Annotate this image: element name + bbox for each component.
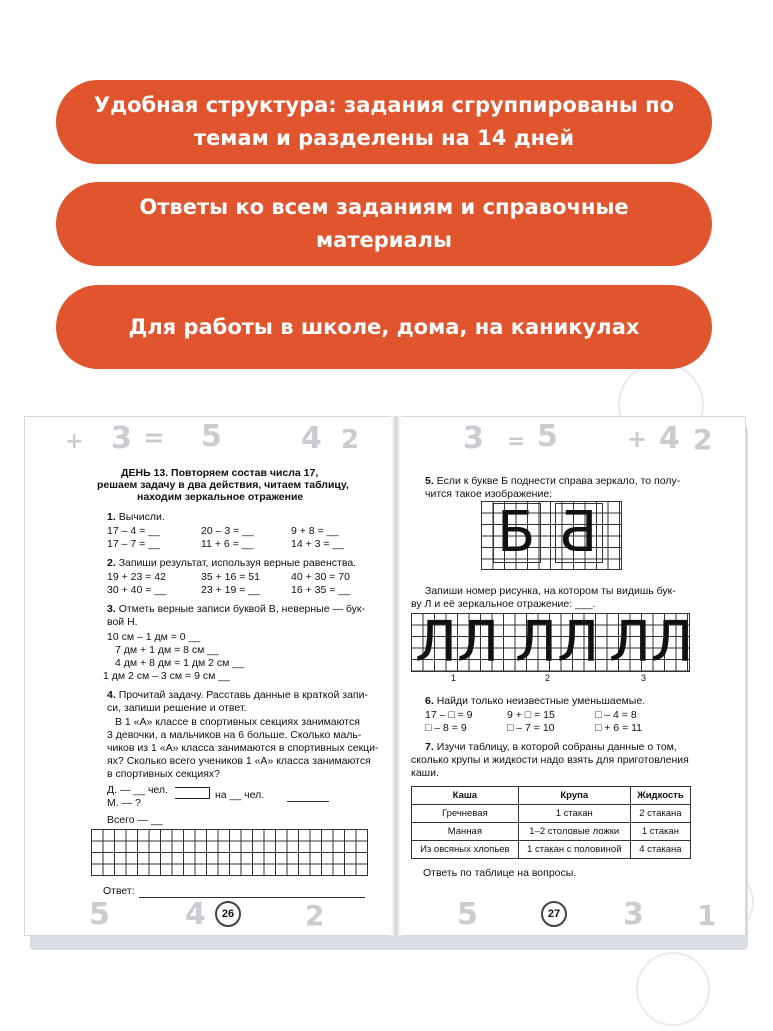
task-6-cell: □ + 6 = 11 bbox=[595, 722, 643, 734]
right-page bbox=[396, 416, 746, 936]
task-1-cell: 9 + 8 = __ bbox=[291, 525, 339, 537]
bracket-arrow bbox=[175, 787, 210, 799]
table-header: Жидкость bbox=[630, 787, 690, 805]
task-1-cell: 20 – 3 = __ bbox=[201, 525, 254, 537]
doodle-digit: = bbox=[143, 423, 165, 453]
page-number-right: 27 bbox=[541, 901, 567, 927]
doodle-digit: 4 bbox=[185, 897, 206, 932]
letter-l-pair-3: ЛЛ bbox=[609, 610, 694, 675]
banner-structure-text: Удобная структура: задания сгруппированы по темам и разделены на 14 дней bbox=[93, 93, 675, 150]
task-5-question-line: ву Л и её зеркальное отражение: ___. bbox=[411, 598, 596, 610]
task-2-cell: 16 + 35 = __ bbox=[291, 584, 350, 596]
table-header: Каша bbox=[412, 787, 519, 805]
doodle-digit: 5 bbox=[457, 897, 478, 932]
task-2-cell: 40 + 30 = 70 bbox=[291, 571, 350, 583]
day-title-line3: находим зеркальное отражение bbox=[137, 491, 304, 503]
task-3-text-line2: вой Н. bbox=[107, 616, 138, 628]
doodle-digit: + bbox=[627, 425, 648, 453]
doodle-digit: 4 bbox=[301, 421, 322, 456]
task-4-heading bbox=[107, 689, 368, 701]
doodle-digit: = bbox=[507, 429, 526, 454]
banner-usage-text: Для работы в школе, дома, на каникулах bbox=[128, 314, 640, 339]
answer-blank-line bbox=[287, 801, 329, 802]
task-4-line: 3 девочки, а мальчиков на 6 больше. Сколько маль- bbox=[107, 729, 362, 741]
banner-usage bbox=[56, 285, 712, 369]
table-row bbox=[412, 823, 691, 841]
task-7-line: Изучи таблицу, в которой собраны данные о том, bbox=[436, 741, 677, 753]
table-cell: 1 стакан bbox=[518, 805, 630, 823]
table-cell: Гречневая bbox=[412, 805, 519, 823]
doodle-digit: 4 bbox=[659, 421, 680, 456]
table-header: Крупа bbox=[518, 787, 630, 805]
solution-grid bbox=[91, 829, 368, 876]
task-2-number: 2. bbox=[107, 557, 116, 569]
doodle-digit: 5 bbox=[537, 419, 558, 454]
task-3-text: Отметь верные записи буквой В, неверные — бук- bbox=[118, 603, 366, 615]
task-3-row: 10 см – 1 дм = 0 __ bbox=[107, 631, 201, 643]
task-4-line: ях? Сколько всего учеников 1 «А» класса занимаются bbox=[107, 755, 371, 767]
task-6-cell: □ – 7 = 10 bbox=[507, 722, 555, 734]
top-doodle-strip-left bbox=[25, 419, 395, 463]
doodle-digit: 3 bbox=[111, 421, 132, 456]
banner-structure bbox=[56, 80, 712, 164]
letter-l-pair-1: ЛЛ bbox=[415, 610, 500, 675]
letter-b-original: Б bbox=[497, 500, 536, 565]
task-7-line: каши. bbox=[411, 767, 439, 779]
task-6-number: 6. bbox=[425, 695, 434, 707]
task-6-cell: □ – 4 = 8 bbox=[595, 709, 637, 721]
doodle-digit: 1 bbox=[697, 899, 717, 932]
doodle-digit: 3 bbox=[463, 421, 484, 456]
task-4-line: си, запиши решение и ответ. bbox=[107, 702, 247, 714]
task-5-line: чится такое изображение: bbox=[425, 488, 553, 500]
task-2-cell: 35 + 16 = 51 bbox=[201, 571, 260, 583]
task-2-text: Запиши результат, используя верные равенства. bbox=[118, 557, 357, 569]
task-2-cell: 30 + 40 = __ bbox=[107, 584, 166, 596]
task-6-cell: 17 – □ = 9 bbox=[425, 709, 473, 721]
short-note-girls: Д. — __ чел. bbox=[107, 784, 168, 796]
more-by-label: на __ чел. bbox=[215, 789, 265, 801]
letter-l-pair-2: ЛЛ bbox=[515, 610, 600, 675]
answer-label: Ответ: bbox=[103, 885, 135, 897]
task-7-heading bbox=[425, 741, 677, 753]
table-cell: 1 стакан с половиной bbox=[518, 841, 630, 859]
task-4-line: в спортивных секциях? bbox=[107, 768, 220, 780]
task-5-question-line: Запиши номер рисунка, на котором ты видишь бук- bbox=[425, 585, 676, 597]
banner-answers bbox=[56, 182, 712, 266]
banner-answers-text: Ответы ко всем заданиям и справочные материалы bbox=[139, 195, 629, 252]
task-3-heading bbox=[107, 603, 365, 615]
task-6-heading bbox=[425, 695, 645, 707]
porridge-table bbox=[411, 786, 691, 859]
task-2-heading bbox=[107, 557, 356, 569]
task-1-cell: 14 + 3 = __ bbox=[291, 538, 345, 550]
table-row bbox=[412, 805, 691, 823]
open-workbook bbox=[24, 416, 748, 946]
doodle-digit: 3 bbox=[623, 897, 644, 932]
task-7-line: сколько крупы и жидкости надо взять для приготовления bbox=[411, 754, 689, 766]
day-title: ДЕНЬ 13. Повторяем состав числа 17, bbox=[121, 467, 319, 479]
short-note-total: Всего — __ bbox=[107, 814, 163, 826]
task-6-cell: □ – 8 = 9 bbox=[425, 722, 467, 734]
task-1-cell: 17 – 4 = __ bbox=[107, 525, 160, 537]
task-2-cell: 19 + 23 = 42 bbox=[107, 571, 166, 583]
bottom-doodle-strip-right bbox=[397, 891, 745, 935]
task-1-cell: 11 + 6 = __ bbox=[201, 538, 254, 550]
table-header-row bbox=[412, 787, 691, 805]
table-cell: 1–2 столовые ложки bbox=[518, 823, 630, 841]
top-doodle-strip-right bbox=[397, 419, 745, 463]
doodle-digit: 5 bbox=[201, 419, 222, 454]
table-cell: 2 стакана bbox=[630, 805, 690, 823]
doodle-digit: 2 bbox=[305, 899, 325, 932]
task-4-number: 4. bbox=[107, 689, 116, 701]
background-ball-doodle bbox=[636, 952, 710, 1026]
task-1-text: Вычисли. bbox=[118, 511, 165, 523]
table-cell: Манная bbox=[412, 823, 519, 841]
doodle-digit: 2 bbox=[693, 423, 713, 456]
picture-number: 3 bbox=[641, 673, 647, 683]
picture-number: 2 bbox=[545, 673, 551, 683]
table-cell: 4 стакана bbox=[630, 841, 690, 859]
page-number-left: 26 bbox=[215, 901, 241, 927]
doodle-digit: 2 bbox=[341, 425, 360, 455]
task-4-line: чиков из 1 «А» класса занимаются в спортивных секци- bbox=[107, 742, 379, 754]
left-page bbox=[24, 416, 396, 936]
day-title-line2: решаем задачу в два действия, читаем таблицу, bbox=[97, 479, 349, 491]
table-cell: 1 стакан bbox=[630, 823, 690, 841]
task-2-cell: 23 + 19 = __ bbox=[201, 584, 260, 596]
task-7-footer: Ответь по таблице на вопросы. bbox=[423, 867, 577, 879]
task-5-line: Если к букве Б поднести справа зеркало, то полу- bbox=[436, 475, 681, 487]
task-4-line: В 1 «А» классе в спортивных секциях занимаются bbox=[115, 716, 360, 728]
doodle-digit: 5 bbox=[89, 897, 110, 932]
table-cell: Из овсяных хлопьев bbox=[412, 841, 519, 859]
table-row bbox=[412, 841, 691, 859]
task-6-text: Найди только неизвестные уменьшаемые. bbox=[436, 695, 646, 707]
task-6-cell: 9 + □ = 15 bbox=[507, 709, 555, 721]
task-3-row: 1 дм 2 см – 3 см = 9 см __ bbox=[103, 670, 230, 682]
short-note-boys: М. — ? bbox=[107, 797, 141, 809]
bottom-doodle-strip-left bbox=[25, 891, 395, 935]
task-1-cell: 17 – 7 = __ bbox=[107, 538, 160, 550]
letter-b-mirrored: Б bbox=[559, 500, 598, 565]
task-3-row: 7 дм + 1 дм = 8 см __ bbox=[115, 644, 219, 656]
task-5-heading bbox=[425, 475, 680, 487]
task-7-number: 7. bbox=[425, 741, 434, 753]
task-1-number: 1. bbox=[107, 511, 116, 523]
picture-number: 1 bbox=[451, 673, 457, 683]
task-1-heading bbox=[107, 511, 165, 523]
book-spine bbox=[391, 416, 401, 936]
task-4-line: Прочитай задачу. Расставь данные в краткой запи- bbox=[118, 689, 368, 701]
doodle-digit: + bbox=[65, 429, 84, 454]
task-3-number: 3. bbox=[107, 603, 116, 615]
task-3-row: 4 дм + 8 дм = 1 дм 2 см __ bbox=[115, 657, 244, 669]
task-5-number: 5. bbox=[425, 475, 434, 487]
